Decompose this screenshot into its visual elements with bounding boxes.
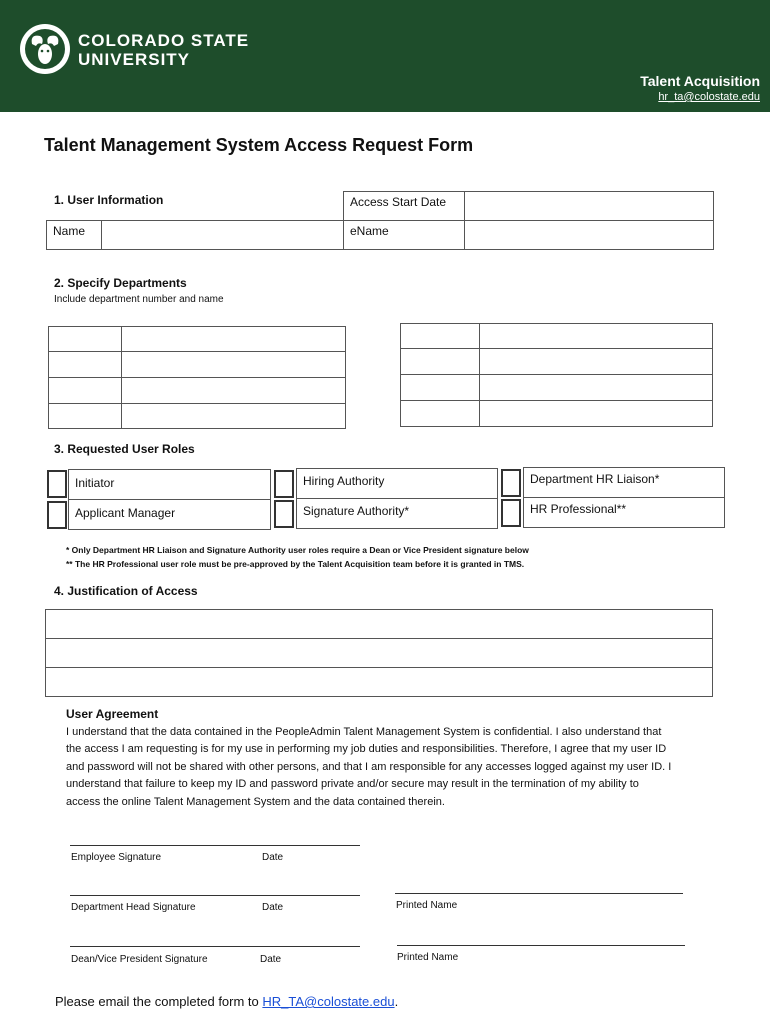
- dept-number-field[interactable]: [48, 403, 122, 429]
- department-title: Talent Acquisition: [640, 73, 760, 89]
- dept-number-field[interactable]: [400, 374, 480, 401]
- role-label-hiring-authority: Hiring Authority: [296, 468, 498, 499]
- role-note-2: ** The HR Professional user role must be pre-approved by the Talent Acquisition team before it is granted in TMS.: [66, 559, 525, 569]
- justification-line[interactable]: [45, 638, 713, 668]
- employee-date-label: Date: [262, 852, 284, 863]
- dean-signature-line[interactable]: [70, 946, 360, 947]
- dean-date-label: Date: [260, 954, 282, 965]
- section2-subtitle: Include department number and name: [54, 294, 224, 305]
- justification-line[interactable]: [45, 609, 713, 639]
- dept-name-field[interactable]: [121, 326, 346, 352]
- dept-number-field[interactable]: [400, 400, 480, 427]
- justification-line[interactable]: [45, 667, 713, 697]
- dean-printed-name-line[interactable]: [397, 945, 685, 946]
- footer-suffix: .: [394, 994, 399, 1009]
- university-name-line1: COLORADO STATE: [78, 31, 250, 50]
- name-field[interactable]: [101, 220, 344, 250]
- department-email-link[interactable]: hr_ta@colostate.edu: [658, 91, 760, 103]
- dept-name-field[interactable]: [479, 348, 713, 375]
- access-start-date-label: Access Start Date: [343, 191, 465, 221]
- dean-printed-name-label: Printed Name: [397, 952, 459, 963]
- role-note-1: * Only Department HR Liaison and Signature Authority user roles require a Dean or Vice President signature below: [66, 545, 529, 555]
- hiring-authority-checkbox[interactable]: [274, 470, 294, 498]
- agreement-line: and password will not be shared with other persons, and that I am responsible for any accesses logged against my user ID. I: [66, 760, 672, 773]
- access-start-date-field[interactable]: [464, 191, 714, 221]
- agreement-line: understand that failure to keep my ID and password private and/or secure may result in the termination of my ability to: [66, 778, 639, 791]
- agreement-line: I understand that the data contained in the PeopleAdmin Talent Management System is confidential. I also understand that: [66, 726, 662, 738]
- name-label: Name: [46, 220, 102, 250]
- role-label-hr-professional: HR Professional**: [523, 497, 725, 528]
- dept-name-field[interactable]: [479, 374, 713, 401]
- dept-head-printed-name-label: Printed Name: [396, 900, 458, 911]
- header-bar: [0, 0, 770, 112]
- initiator-checkbox[interactable]: [47, 470, 67, 498]
- role-label-dept-hr-liaison: Department HR Liaison*: [523, 467, 725, 498]
- dean-signature-label: Dean/Vice President Signature: [71, 954, 208, 965]
- dept-head-signature-line[interactable]: [70, 895, 360, 896]
- role-label-applicant-manager: Applicant Manager: [68, 499, 271, 530]
- hr-professional-checkbox[interactable]: [501, 499, 521, 527]
- ename-label: eName: [343, 220, 465, 250]
- footer-email-link[interactable]: HR_TA@colostate.edu: [262, 994, 395, 1009]
- dept-number-field[interactable]: [48, 377, 122, 404]
- dept-head-date-label: Date: [262, 902, 284, 913]
- role-label-initiator: Initiator: [68, 469, 271, 500]
- agreement-line: the access I am requesting is for my use in performing my job duties and responsibilities. Therefore, I agree that my user ID: [66, 743, 667, 756]
- dept-name-field[interactable]: [479, 400, 713, 427]
- dept-head-signature-label: Department Head Signature: [71, 902, 196, 913]
- agreement-line: access the online Talent Management System and the data contained therein.: [66, 795, 445, 808]
- role-label-signature-authority: Signature Authority*: [296, 498, 498, 529]
- dept-number-field[interactable]: [400, 348, 480, 375]
- section2-title: 2. Specify Departments: [54, 276, 187, 290]
- user-agreement-title: User Agreement: [66, 707, 159, 721]
- employee-signature-line[interactable]: [70, 845, 360, 846]
- user-agreement-text: [66, 724, 706, 811]
- ename-field[interactable]: [464, 220, 714, 250]
- section3-title: 3. Requested User Roles: [54, 442, 195, 456]
- signature-authority-checkbox[interactable]: [274, 500, 294, 528]
- dept-head-printed-name-line[interactable]: [395, 893, 683, 894]
- footer-instruction: [55, 994, 398, 1009]
- csu-ram-logo: [20, 24, 70, 74]
- dept-name-field[interactable]: [121, 377, 346, 404]
- university-name-line2: UNIVERSITY: [78, 50, 191, 69]
- dept-name-field[interactable]: [479, 323, 713, 349]
- applicant-manager-checkbox[interactable]: [47, 501, 67, 529]
- section1-title: 1. User Information: [54, 193, 164, 207]
- dept-hr-liaison-checkbox[interactable]: [501, 469, 521, 497]
- dept-name-field[interactable]: [121, 403, 346, 429]
- dept-number-field[interactable]: [48, 351, 122, 378]
- employee-signature-label: Employee Signature: [71, 852, 162, 863]
- section4-title: 4. Justification of Access: [54, 584, 198, 598]
- dept-number-field[interactable]: [48, 326, 122, 352]
- footer-prefix: Please email the completed form to: [55, 994, 263, 1009]
- dept-name-field[interactable]: [121, 351, 346, 378]
- dept-number-field[interactable]: [400, 323, 480, 349]
- form-title: Talent Management System Access Request Form: [44, 135, 474, 155]
